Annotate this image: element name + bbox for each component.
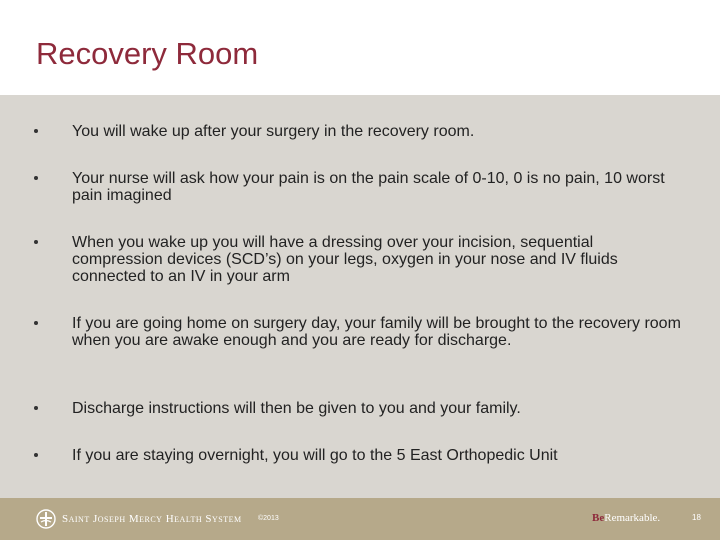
bullet-text: Discharge instructions will then be given to you and your family. — [72, 400, 521, 417]
slide-title: Recovery Room — [36, 36, 259, 71]
brand-rest: Remarkable. — [604, 512, 661, 524]
bullet-dot-icon — [34, 129, 38, 133]
copyright: ©2013 — [258, 515, 279, 522]
content-area — [0, 95, 720, 498]
bullet-dot-icon — [34, 321, 38, 325]
bullet-text: When you wake up you will have a dressing over your incision, sequential compression devices (SCD’s) on your legs, oxygen in your nose and IV fluids connected to an IV in your arm — [72, 234, 618, 285]
page-number: 18 — [692, 513, 701, 522]
bullet-text: If you are going home on surgery day, your family will be brought to the recovery room when you are awake enough and you are ready for discharge. — [72, 315, 681, 349]
bullet-text: If you are staying overnight, you will go to the 5 East Orthopedic Unit — [72, 447, 558, 464]
title-bar — [0, 0, 720, 95]
bullet-text: You will wake up after your surgery in the recovery room. — [72, 123, 475, 140]
bullet-dot-icon — [34, 240, 38, 244]
bullet-text: Your nurse will ask how your pain is on the pain scale of 0-10, 0 is no pain, 10 worst pain imagined — [72, 170, 665, 204]
org-name: Saint Joseph Mercy Health System — [62, 513, 242, 525]
bullet-dot-icon — [34, 176, 38, 180]
brand-prefix: Be — [592, 512, 605, 524]
brand-logo — [592, 512, 660, 524]
bullet-dot-icon — [34, 453, 38, 457]
dove-cross-icon — [36, 509, 56, 529]
org-logo — [36, 509, 242, 529]
footer — [0, 498, 720, 540]
bullet-dot-icon — [34, 406, 38, 410]
